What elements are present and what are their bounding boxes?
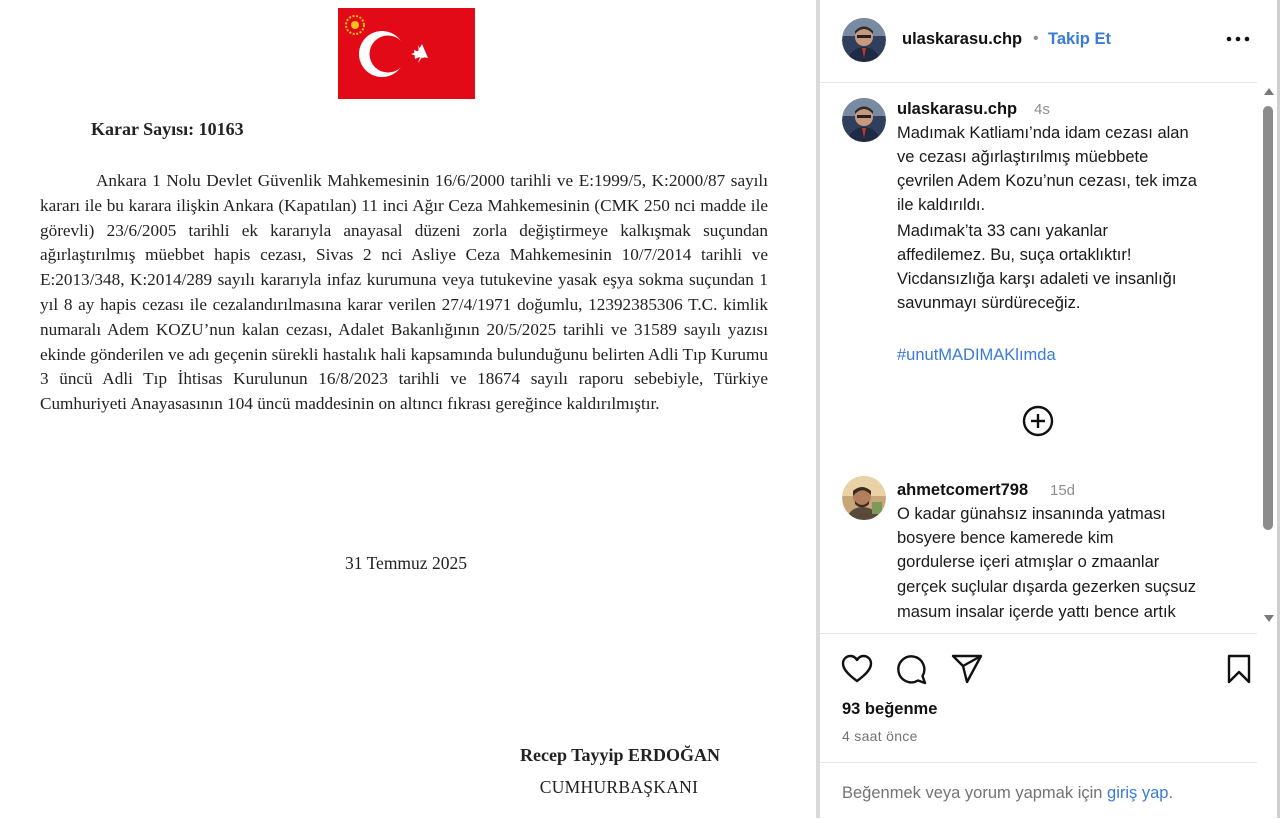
- caption-line: Madımak’ta 33 canı yakanlar: [897, 222, 1108, 240]
- send-icon[interactable]: [950, 652, 984, 686]
- comment-username[interactable]: ahmetcomert798: [897, 481, 1029, 499]
- comment-line: bosyere bence kamerede kim: [897, 529, 1114, 547]
- login-prompt-text: [842, 784, 1173, 803]
- scroll-up-icon[interactable]: [1264, 88, 1274, 95]
- scroll-down-icon[interactable]: [1264, 615, 1274, 622]
- comments-scrollbar[interactable]: [1260, 88, 1277, 632]
- turkish-flag: [338, 8, 475, 99]
- comment-line: gerçek suçlular dışarda gezerken suçsuz: [897, 578, 1196, 596]
- bookmark-icon[interactable]: [1222, 652, 1256, 686]
- login-prompt-end: .: [1168, 784, 1174, 802]
- caption-time: 4s: [1034, 101, 1050, 118]
- post-side-panel: [820, 0, 1280, 818]
- decision-body: Ankara 1 Nolu Devlet Güvenlik Mahkemesinin 16/6/2000 tarihli ve E:1999/5, K:2000/87 sayılı kararı ile bu karara ilişkin Ankara (Kapatılan) 11 inci Ağır Ceza Mahkemesinin (CMK 250 nci madde ile görevli) 23/6/2005 tarihli ek kararıyla anayasal düzeni zorla değiştirmeye kalkışmak suçundan ağırlaştırılmış müebbet hapis cezası, Sivas 2 nci Asliye Ceza Mahkemesinin 10/7/2014 tarihli ve E:2013/348, K:2014/289 sayılı kararıyla infaz kurumuna veya tutukevine yasak eşya sokma suçundan 1 yıl 8 ay hapis cezası ile cezalandırılmasına karar verilen 27/4/1971 doğumlu, 12392385306 T.C. kimlik numaralı Adem KOZU’nun kalan cezası, Adalet Bakanlığının 20/5/2025 tarihli ve 31589 sayılı yazısı ekinde gönderilen ve adı geçenin sürekli hastalık hali kapsamında bulunduğunu belirten Adli Tıp Kurumu 3 üncü Adli Tıp İhtisas Kurulunun 16/8/2023 tarihli ve 18674 sayılı raporu sebebiyle, Türkiye Cumhuriyeti Anayasasının 104 üncü maddesinin on altıncı fıkrası gereğince kaldırılmıştır.: [40, 171, 768, 414]
- comment-line: O kadar günahsız insanında yatması: [897, 505, 1166, 523]
- caption-line: ve cezası ağırlaştırılmış müebbete: [897, 148, 1149, 166]
- caption-line: çevrilen Adem Kozu’nun cezası, tek imza: [897, 172, 1197, 190]
- caption-username[interactable]: ulaskarasu.chp: [897, 100, 1018, 118]
- comment-time: 15d: [1050, 482, 1076, 499]
- caption-line: affedilemez. Bu, suça ortaklıktır!: [897, 246, 1132, 264]
- comment-avatar[interactable]: [842, 476, 886, 520]
- caption-line: ile kaldırıldı.: [897, 196, 986, 214]
- login-prompt-label: Beğenmek veya yorum yapmak için: [842, 784, 1103, 802]
- decision-date: 31 Temmuz 2025: [345, 553, 467, 573]
- comment-icon[interactable]: [894, 652, 928, 686]
- comments-section: [820, 83, 1260, 633]
- login-prompt: [820, 762, 1257, 819]
- login-link[interactable]: giriş yap: [1107, 784, 1169, 802]
- heart-icon[interactable]: [840, 652, 874, 686]
- header-username[interactable]: ulaskarasu.chp: [902, 30, 1023, 48]
- signer-title: CUMHURBAŞKANI: [539, 777, 699, 797]
- comment-line: masum insalar içerde yattı bence artık: [897, 603, 1176, 621]
- caption-line: Vicdansızlığa karşı adaleti ve insanlığı: [897, 270, 1177, 288]
- plus-circle-icon[interactable]: [1021, 404, 1055, 438]
- likes-count[interactable]: 93 beğenme: [842, 700, 938, 718]
- post-timestamp: 4 saat önce: [842, 728, 918, 744]
- scroll-thumb[interactable]: [1263, 106, 1273, 530]
- post-header: [820, 0, 1257, 83]
- comment-line: gordulerse içeri atmışlar o zmaanlar: [897, 553, 1160, 571]
- caption-avatar[interactable]: [842, 98, 886, 142]
- caption-line: savunmayı sürdüreceğiz.: [897, 294, 1081, 312]
- flag-icon: [338, 8, 475, 99]
- post-actions: [820, 633, 1257, 762]
- caption-line: Madımak Katliamı’nda idam cezası alan: [897, 124, 1189, 142]
- decision-number: Karar Sayısı: 10163: [91, 119, 244, 139]
- signer-name: Recep Tayyip ERDOĞAN: [519, 745, 721, 765]
- hashtag-link[interactable]: #unutMADIMAKlımda: [897, 346, 1056, 364]
- avatar[interactable]: [842, 18, 886, 62]
- more-horizontal-icon[interactable]: [1225, 32, 1251, 46]
- header-separator: •: [1033, 30, 1039, 47]
- follow-button[interactable]: Takip Et: [1048, 30, 1111, 48]
